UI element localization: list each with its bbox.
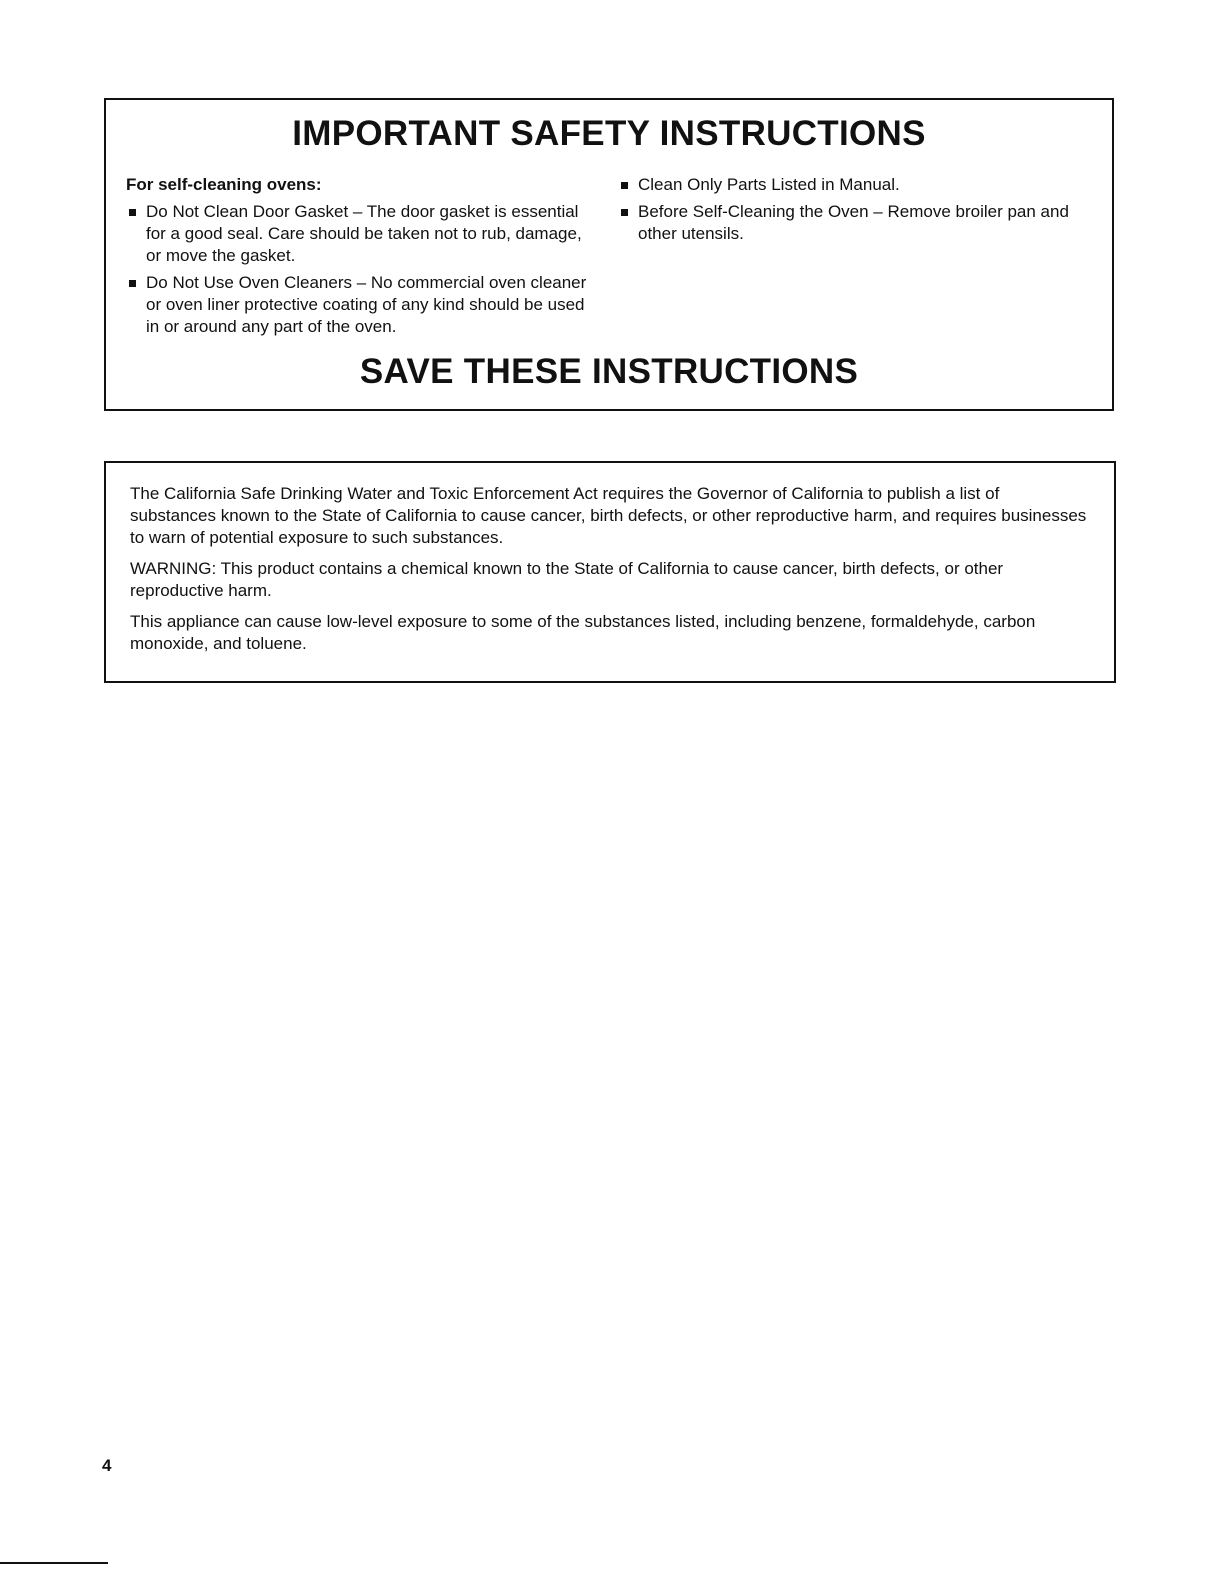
prop65-warning-paragraph: WARNING: This product contains a chemical known to the State of California to cause cancer, birth defects, or other reproductive harm. bbox=[130, 559, 1004, 600]
bullet-text: Before Self-Cleaning the Oven – Remove broiler pan and other utensils. bbox=[638, 202, 1069, 243]
safety-title: IMPORTANT SAFETY INSTRUCTIONS bbox=[292, 114, 926, 153]
right-bullet-list bbox=[618, 174, 1108, 245]
list-item bbox=[126, 272, 596, 338]
prop65-paragraph: The California Safe Drinking Water and Toxic Enforcement Act requires the Governor of California to publish a list of substances known to the State of California to cause cancer, birth defects, or other reproductive harm, and requires businesses to warn of potential exposure to such substances. bbox=[130, 484, 1087, 547]
bullet-text: Do Not Use Oven Cleaners – No commercial oven cleaner or oven liner protective coating of any kind should be used in or around any part of the oven. bbox=[146, 273, 587, 336]
square-bullet-icon bbox=[129, 280, 136, 287]
save-instructions-title: SAVE THESE INSTRUCTIONS bbox=[359, 352, 859, 391]
square-bullet-icon bbox=[129, 209, 136, 216]
prop65-warning-box bbox=[104, 461, 1116, 683]
self-cleaning-heading: For self-cleaning ovens: bbox=[126, 175, 322, 194]
left-column bbox=[126, 174, 596, 343]
prop65-paragraph: This appliance can cause low-level exposure to some of the substances listed, including benzene, formaldehyde, carbon monoxide, and toluene. bbox=[130, 612, 1036, 653]
list-item bbox=[126, 201, 596, 267]
safety-instructions-box bbox=[104, 98, 1114, 411]
list-item bbox=[618, 201, 1108, 245]
square-bullet-icon bbox=[621, 182, 628, 189]
right-column bbox=[618, 174, 1108, 250]
square-bullet-icon bbox=[621, 209, 628, 216]
page-number: 4 bbox=[102, 1456, 112, 1475]
bullet-text: Clean Only Parts Listed in Manual. bbox=[638, 175, 900, 194]
bullet-text: Do Not Clean Door Gasket – The door gasket is essential for a good seal. Care should be taken not to rub, damage, or move the gasket. bbox=[146, 202, 582, 265]
list-item bbox=[618, 174, 1108, 196]
left-bullet-list bbox=[126, 201, 596, 338]
footer-rule bbox=[0, 1562, 108, 1564]
